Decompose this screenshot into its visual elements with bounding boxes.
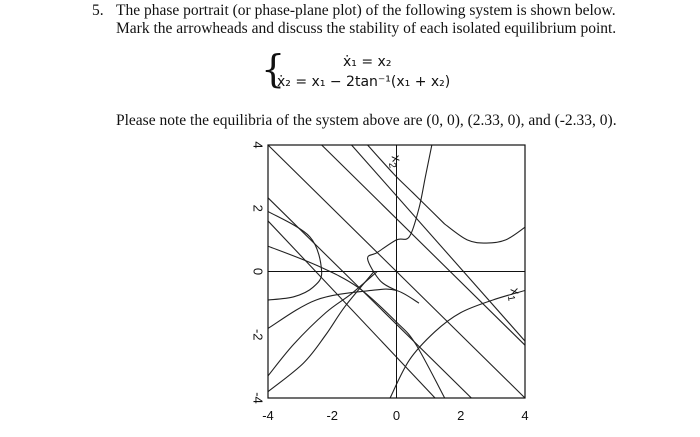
x-axis-label: $x_1$ — [504, 286, 524, 302]
tick-group — [251, 141, 529, 423]
equation-2: ẋ₂ = x₁ − 2tan⁻¹(x₁ + x₂) — [277, 74, 451, 90]
question-line-1: The phase portrait (or phase-plane plot) of the following system is shown below. — [116, 2, 616, 19]
y-tick-label: 4 — [250, 141, 266, 149]
y-axis-label: $x_2$ — [385, 153, 405, 170]
question-number: 5. — [92, 2, 104, 19]
system-brace: { — [261, 47, 286, 91]
equilibria-note: Please note the equilibria of the system above are (0, 0), (2.33, 0), and (-2.33, 0). — [116, 112, 617, 129]
trajectory-13 — [268, 272, 374, 392]
trajectory-4 — [268, 221, 435, 398]
y-tick-label: 0 — [250, 267, 266, 276]
trajectory-5 — [368, 145, 445, 224]
trajectory-10 — [368, 145, 432, 290]
trajectory-6 — [445, 224, 525, 243]
trajectory-3 — [352, 145, 525, 341]
x-tick-label: -4 — [262, 408, 274, 423]
trajectory-7 — [268, 246, 445, 398]
x-tick-label: 4 — [521, 408, 529, 423]
x-tick-label: 2 — [457, 408, 465, 423]
y-tick-label: -2 — [250, 328, 266, 341]
equation-1: ẋ₁ = x₂ — [343, 54, 392, 70]
x-tick-label: 0 — [392, 408, 401, 423]
question-line-2: Mark the arrowheads and discuss the stability of each isolated equilibrium point. — [116, 20, 617, 37]
x-tick-label: -2 — [326, 408, 339, 423]
y-tick-label: 2 — [250, 204, 266, 212]
trajectory-1 — [322, 145, 525, 345]
y-tick-label: -4 — [250, 392, 266, 404]
trajectory-8 — [390, 290, 525, 398]
